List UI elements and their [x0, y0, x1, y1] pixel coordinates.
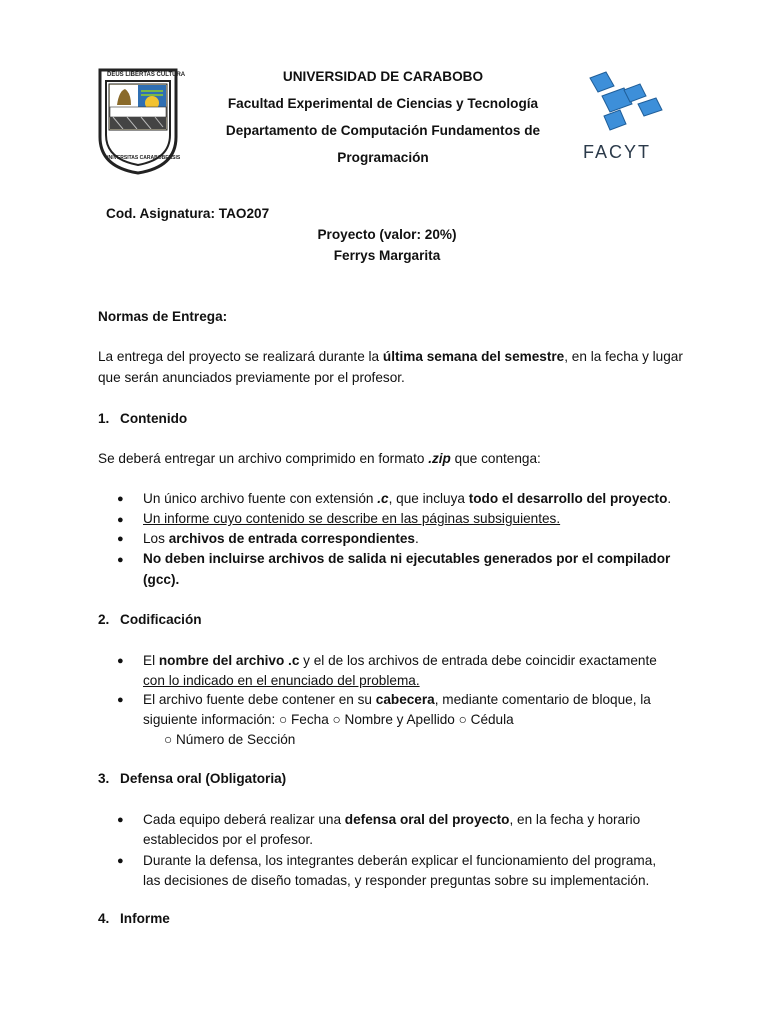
contenido-b1-ext: .c — [377, 491, 389, 506]
seal-text-bottom: UNIVERSITAS CARABOBENSIS — [105, 155, 181, 161]
facyt-logo-graphic — [580, 70, 666, 136]
contenido-b3-c: . — [414, 531, 419, 546]
intro-paragraph-line-1 — [98, 349, 683, 364]
section-4-number: 4. — [98, 911, 110, 926]
codificacion-b2-a: El archivo fuente debe contener en su — [143, 692, 376, 707]
bullet-icon: ● — [117, 655, 124, 667]
codificacion-bullet-2-line-2: siguiente información: ○ Fecha ○ Nombre y Apellido ○ Cédula — [143, 712, 514, 727]
section-3-title: Defensa oral (Obligatoria) — [120, 771, 287, 786]
bullet-icon: ● — [117, 855, 124, 867]
codificacion-sub-item-seccion: ○ Número de Sección — [164, 732, 296, 747]
university-name: UNIVERSIDAD DE CARABOBO — [282, 69, 484, 84]
defensa-b1-c: , en la fecha y horario — [509, 812, 641, 827]
codificacion-b2-c: , mediante comentario de bloque, la — [434, 692, 651, 707]
codificacion-bullet-1-line-1 — [143, 653, 657, 668]
section-2-number: 2. — [98, 612, 110, 627]
defensa-b1-bold: defensa oral del proyecto — [344, 812, 510, 827]
defensa-b1-a: Cada equipo deberá realizar una — [143, 812, 345, 827]
codificacion-b1-c: y el de los archivos de entrada debe coincidir exactamente — [299, 653, 657, 668]
university-seal — [97, 67, 186, 175]
section-1-title: Contenido — [120, 411, 188, 426]
contenido-bullet-1 — [143, 491, 671, 506]
defensa-bullet-1-line-2: establecidos por el profesor. — [143, 832, 314, 847]
facyt-logo — [580, 70, 666, 164]
contenido-bullet-4-line-2: (gcc). — [143, 572, 180, 587]
teacher-name: Ferrys Margarita — [333, 248, 441, 263]
codificacion-b1-bold: nombre del archivo .c — [158, 653, 300, 668]
contenido-b1-bold: todo el desarrollo del proyecto — [468, 491, 668, 506]
department-name: Departamento de Computación Fundamentos de — [225, 123, 541, 138]
contenido-b1-e: . — [667, 491, 672, 506]
department-name-cont: Programación — [337, 150, 429, 165]
contenido-bullet-4-line-1: No deben incluirse archivos de salida ni ejecutables generados por el compilador — [143, 551, 671, 566]
intro-text-bold: última semana del semestre — [382, 349, 565, 364]
contenido-bullet-2: Un informe cuyo contenido se describe en las páginas subsiguientes. — [143, 511, 561, 526]
bullet-icon: ● — [117, 694, 124, 706]
codificacion-bullet-1-line-2: con lo indicado en el enunciado del problema. — [143, 673, 420, 688]
bullet-icon: ● — [117, 554, 124, 566]
section-3-number: 3. — [98, 771, 110, 786]
contenido-intro-zip: .zip — [428, 451, 451, 466]
course-code: Cod. Asignatura: TAO207 — [106, 206, 270, 221]
codificacion-bullet-2-line-1 — [143, 692, 651, 707]
project-value: Proyecto (valor: 20%) — [317, 227, 457, 242]
bullet-icon: ● — [117, 514, 124, 526]
facyt-logo-text: FACYT — [583, 142, 652, 162]
section-4-title: Informe — [120, 911, 170, 926]
seal-text-top: DEUS LIBERTAS CULTURA — [107, 72, 186, 78]
defensa-bullet-2-line-1: Durante la defensa, los integrantes deberán explicar el funcionamiento del programa, — [143, 853, 657, 868]
section-2-title: Codificación — [120, 612, 202, 627]
intro-paragraph-line-2: que serán anunciados previamente por el profesor. — [98, 370, 405, 385]
defensa-bullet-1-line-1 — [143, 812, 640, 827]
contenido-b1-c: , que incluya — [388, 491, 469, 506]
contenido-b1-a: Un único archivo fuente con extensión — [143, 491, 378, 506]
defensa-bullet-2-line-2: las decisiones de diseño tomadas, y responder preguntas sobre su implementación. — [143, 873, 650, 888]
bullet-icon: ● — [117, 533, 124, 545]
contenido-bullet-3 — [143, 531, 419, 546]
normas-heading: Normas de Entrega: — [98, 309, 228, 324]
faculty-name: Facultad Experimental de Ciencias y Tecnología — [227, 96, 539, 111]
intro-text-end: , en la fecha y lugar — [564, 349, 683, 364]
intro-text-a: La entrega del proyecto se realizará durante la — [98, 349, 383, 364]
contenido-b3-bold: archivos de entrada correspondientes — [168, 531, 415, 546]
codificacion-b1-a: El — [143, 653, 159, 668]
codificacion-b2-bold: cabecera — [375, 692, 435, 707]
contenido-intro-a: Se deberá entregar un archivo comprimido en formato — [98, 451, 429, 466]
section-1-number: 1. — [98, 411, 110, 426]
bullet-icon: ● — [117, 493, 124, 505]
contenido-intro-c: que contenga: — [450, 451, 541, 466]
bullet-icon: ● — [117, 814, 124, 826]
contenido-b3-a: Los — [143, 531, 169, 546]
contenido-intro — [98, 451, 541, 466]
